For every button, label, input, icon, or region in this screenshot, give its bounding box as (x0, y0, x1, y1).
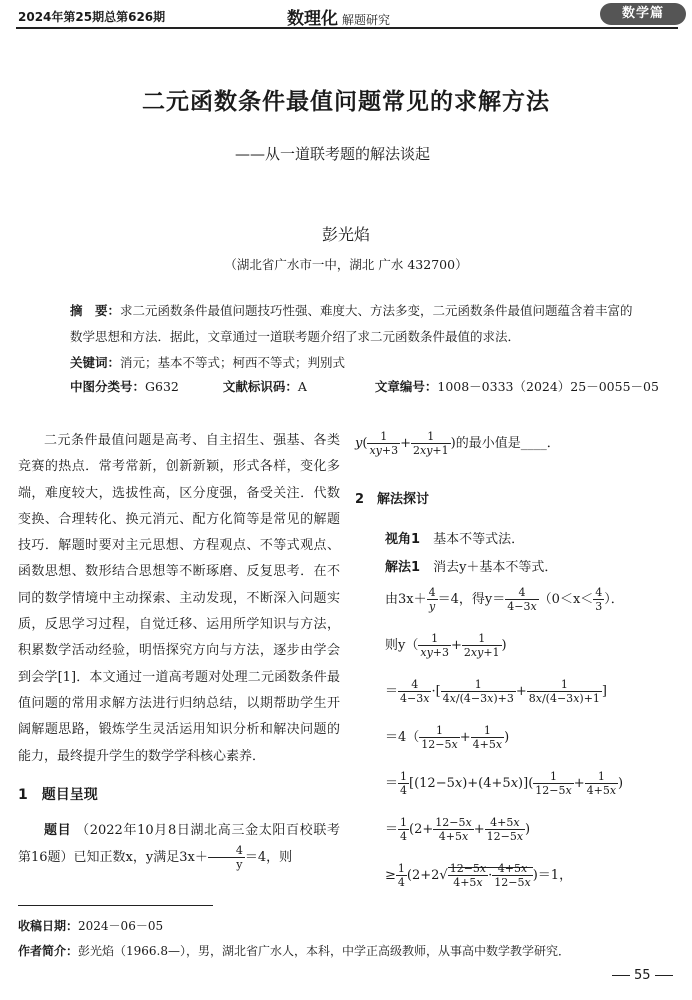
step-5: ＝ $\frac{1}{4}$ [(12−5x)+(4+5x)]( $\frac{1}{12-5x}$ + $\frac{1}{4+5x}$ ) (385, 770, 624, 797)
abstract (70, 298, 640, 350)
id-value: 1008－0333（2024）25－0055－05 (437, 379, 659, 394)
classification-line (70, 377, 670, 395)
line1-tail: 的最小值是____． (455, 436, 560, 451)
journal-name: 数理化 (287, 9, 338, 29)
step-6: ＝ $\frac{1}{4}$ (2+ $\frac{12-5x}{4+5x}$ + $\frac{4+5x}{12-5x}$ ) (385, 816, 531, 843)
author-affiliation: （湖北省广水市一中，湖北 广水 432700） (224, 257, 468, 272)
step1-b: ＝4，得y＝ (437, 592, 506, 607)
article-subtitle: ——从一道联考题的解法谈起 (235, 145, 431, 163)
issue-info: 2024年第25期总第626期 (18, 10, 166, 24)
problem-tail: ＝4，则 (244, 850, 293, 866)
received-date (18, 917, 163, 934)
bio-value: 彭光焰（1966.8—），男，湖北省广水人，本科，中学正高级教师，从事高中数学教学研究． (78, 944, 571, 958)
sol1-text: 消去y＋基本不等式． (433, 560, 558, 575)
abstract-text: 求二元函数条件最值问题技巧性强、难度大、方法多变，二元函数条件最值问题蕴含着丰富的数学思想和方法．据此，文章通过一道联考题介绍了求二元函数条件最值的求法． (70, 303, 633, 344)
intro-paragraph: 二元条件最值问题是高考、自主招生、强基、各类竞赛的热点．常考常新，创新新颖，形式各样，变化多端，难度较大，选拔性高，区分度强，备受关注．代数变换、合理转化、换元消元、配方化简等是常见的解题技巧．解题时要对主元思想、方程观点、不等式观点、函数思想、数形结合思想等不断琢磨、反复思考．在不同的数学情境中主动探索、主动发现，不断深入问题实质，反思学习过程，自觉迁移、运用所学知识与方法，积累数学活动经验，明悟探究方向与方法，逐步由学会到会学[1]．本文通过一道高考题对处理二元函数条件最值问题的常用求解方法进行归纳总结，以期帮助学生开阔解题思路，锻炼学生灵活运用知识分析和解决问题的能力，最终提升学生的数学学科核心素养． (18, 433, 340, 764)
page-number (612, 968, 673, 983)
section-badge: 数学篇 (600, 3, 686, 25)
step-1: 由3x＋ $\frac{4}{y}$ ＝4，得y＝ $\frac{4}{4-3x}$ （0＜x＜ $\frac{4}{3}$ ）． (385, 586, 624, 613)
clc-value: G632 (145, 379, 179, 394)
step-3: ＝ $\frac{4}{4-3x}$ ·[ $\frac{1}{4x/(4-3x)+3}$ + $\frac{1}{8x/(4-3x)+1}$ ] (385, 678, 607, 705)
step7-a: ≥ (385, 868, 396, 883)
keywords-label: 关键词： (70, 355, 121, 370)
step1-a: 由3x＋ (385, 592, 427, 607)
view1-text: 基本不等式法． (433, 532, 525, 547)
bio-label: 作者简介： (18, 944, 79, 958)
step7-tail: ＝1， (537, 868, 573, 883)
abstract-label: 摘 要： (70, 303, 121, 318)
step-2: 则y（ $\frac{1}{xy+3}$ + $\frac{1}{2xy+1}$ ) (385, 632, 507, 659)
id-label: 文章编号： (374, 379, 438, 394)
problem-text: （2022年10月8日湖北高三金太阳百校联考第16题）已知正数x，y满足3x＋ (18, 823, 340, 866)
author-bio (18, 942, 570, 959)
doc-value: A (297, 379, 307, 394)
step1-c: （0＜x＜ (538, 592, 594, 607)
view-1 (385, 528, 524, 547)
step3-a: ＝ (385, 684, 399, 699)
sol1-label: 解法1 (385, 560, 421, 575)
solution-1 (385, 556, 557, 575)
footnote-rule (18, 905, 213, 906)
header-rule (16, 27, 678, 29)
step6-a: ＝ (385, 822, 399, 837)
journal-header (287, 4, 390, 29)
fraction: $\frac{4}{y}$ (208, 844, 245, 871)
step5-a: ＝ (385, 776, 399, 791)
author-name: 彭光焰 (321, 225, 370, 244)
section-name: 解题研究 (342, 13, 391, 27)
expr-line-1: y( $\frac{1}{xy+3}$ + $\frac{1}{2xy+1}$ )的最小值是____． (355, 430, 560, 457)
keywords (70, 350, 345, 376)
left-column (18, 428, 340, 872)
problem-label: 题目 (44, 823, 72, 839)
problem-paragraph (18, 818, 340, 872)
step-7: ≥ $\frac{1}{4}$ (2+2√ $\frac{12-5x}{4+5x}$ · $\frac{4+5x}{12-5x}$ )＝1， (385, 862, 573, 889)
step-4: ＝4（ $\frac{1}{12-5x}$ + $\frac{1}{4+5x}$ ) (385, 724, 510, 751)
article-title: 二元函数条件最值问题常见的求解方法 (142, 88, 550, 115)
section-1-heading: 1 题目呈现 (18, 786, 98, 803)
page-number-value: 55 (634, 968, 651, 983)
doc-label: 文献标识码： (222, 379, 298, 394)
step2-a: 则y（ (385, 638, 419, 653)
step1-d: ）． (604, 592, 624, 607)
keywords-text: 消元；基本不等式；柯西不等式；判别式 (120, 355, 346, 370)
step4-a: ＝4（ (385, 730, 420, 745)
section-2-heading: 2 解法探讨 (355, 492, 430, 507)
view1-label: 视角1 (385, 532, 421, 547)
clc-label: 中图分类号： (70, 379, 146, 394)
received-label: 收稿日期： (18, 919, 79, 933)
received-value: 2024－06－05 (78, 919, 164, 933)
